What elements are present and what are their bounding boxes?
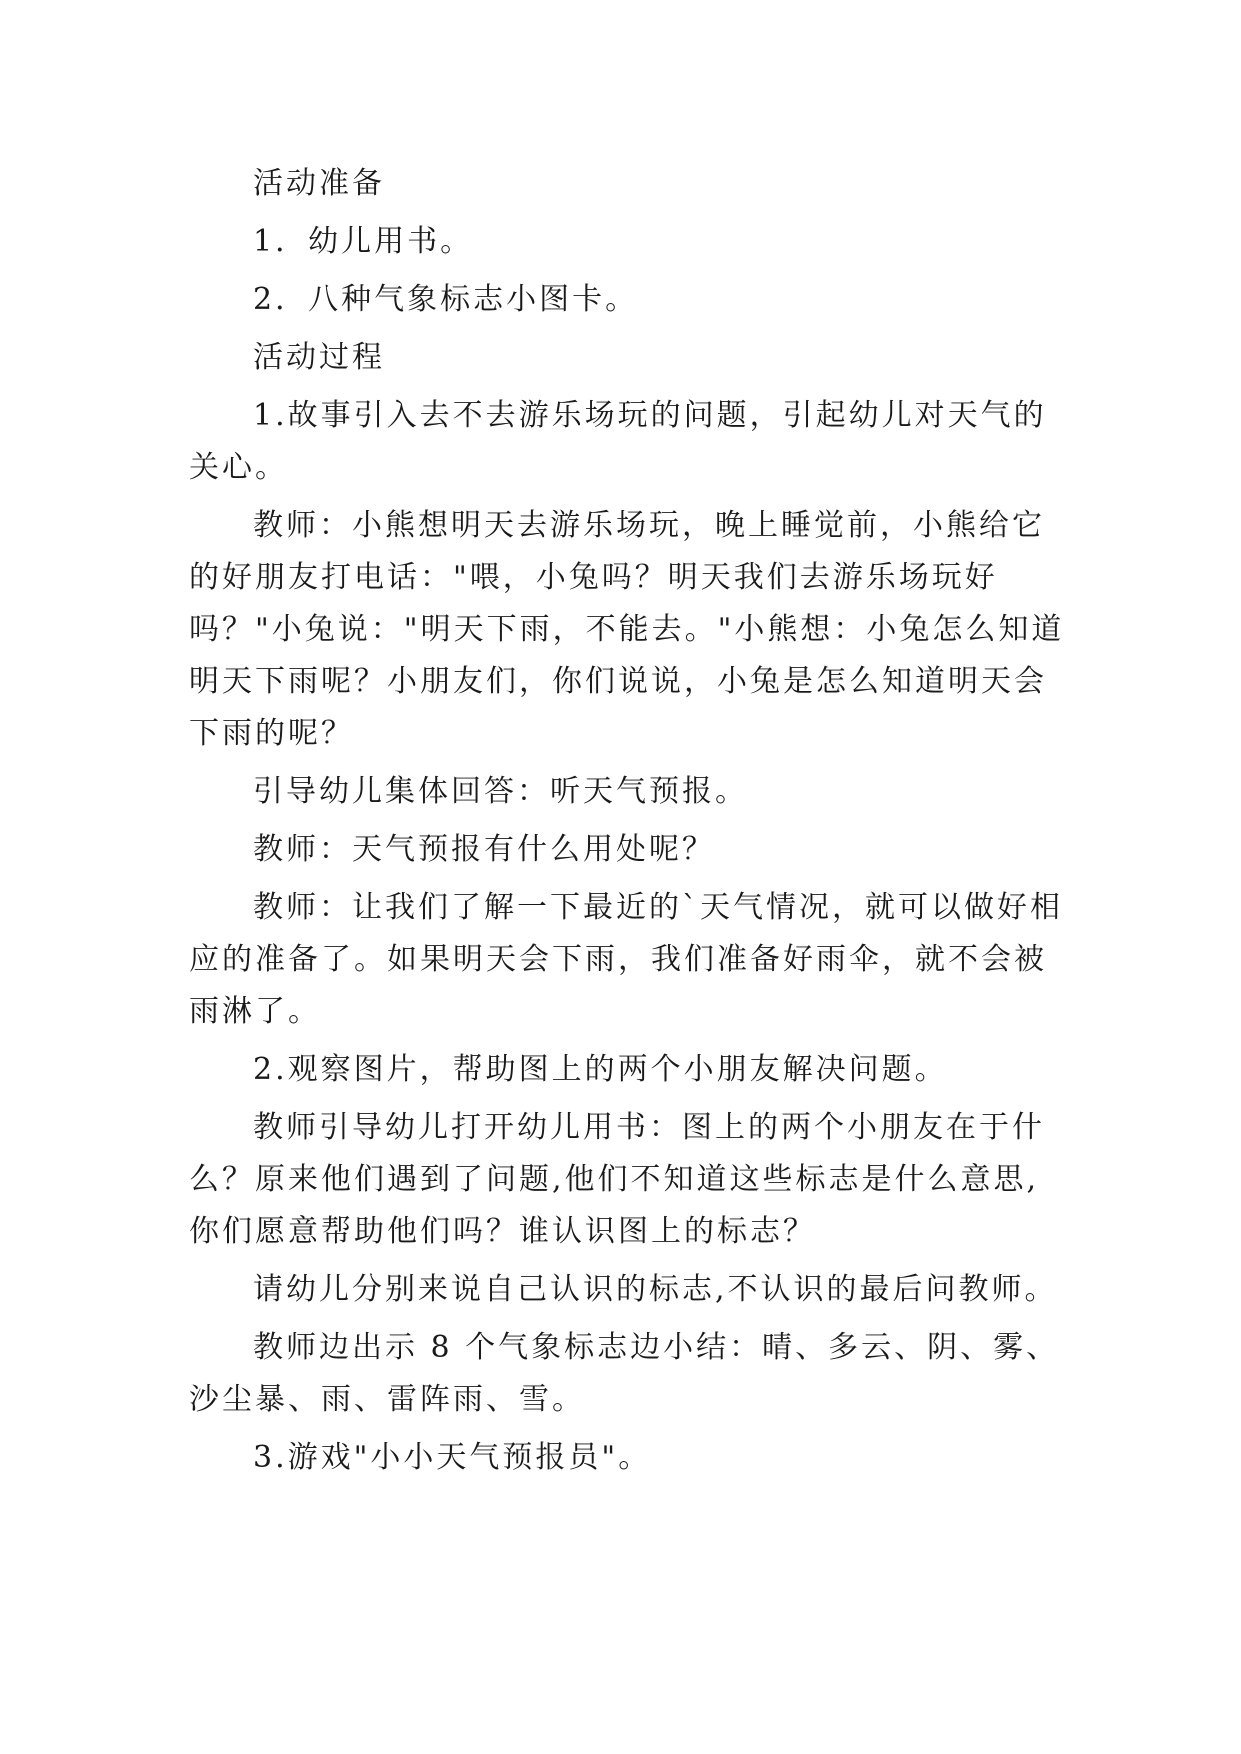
paragraph: 教师边出示 8 个气象标志边小结：晴、多云、阴、雾、沙尘暴、雨、雷阵雨、雪。	[189, 1330, 1060, 1417]
document-body	[189, 158, 1069, 1484]
step-heading: 1.故事引入去不去游乐场玩的问题，引起幼儿对天气的关心。	[189, 398, 1047, 485]
paragraph: 教师：小熊想明天去游乐场玩，晚上睡觉前，小熊给它的好朋友打电话："喂，小兔吗？明天我们去游乐场玩好吗？"小兔说："明天下雨，不能去。"小熊想：小兔怎么知道明天下雨呢？小朋友们，你们说说，小兔是怎么知道明天会下雨的呢？	[189, 508, 1065, 751]
paragraph: 教师：天气预报有什么用处呢？	[253, 832, 715, 867]
step-heading: 2.观察图片，帮助图上的两个小朋友解决问题。	[253, 1052, 948, 1087]
list-item: 2．八种气象标志小图卡。	[253, 282, 639, 317]
section-heading-process: 活动过程	[253, 340, 385, 375]
paragraph: 教师引导幼儿打开幼儿用书：图上的两个小朋友在于什么？原来他们遇到了问题,他们不知道这些标志是什么意思,你们愿意帮助他们吗？谁认识图上的标志？	[189, 1110, 1045, 1249]
paragraph: 教师：让我们了解一下最近的`天气情况，就可以做好相应的准备了。如果明天会下雨，我们准备好雨伞，就不会被雨淋了。	[189, 890, 1063, 1029]
list-item: 1．幼儿用书。	[253, 224, 474, 259]
step-heading: 3.游戏"小小天气预报员"。	[253, 1440, 652, 1475]
paragraph: 引导幼儿集体回答：听天气预报。	[253, 774, 748, 809]
section-heading-preparation: 活动准备	[253, 166, 385, 201]
paragraph: 请幼儿分别来说自己认识的标志,不认识的最后问教师。	[253, 1272, 1058, 1307]
